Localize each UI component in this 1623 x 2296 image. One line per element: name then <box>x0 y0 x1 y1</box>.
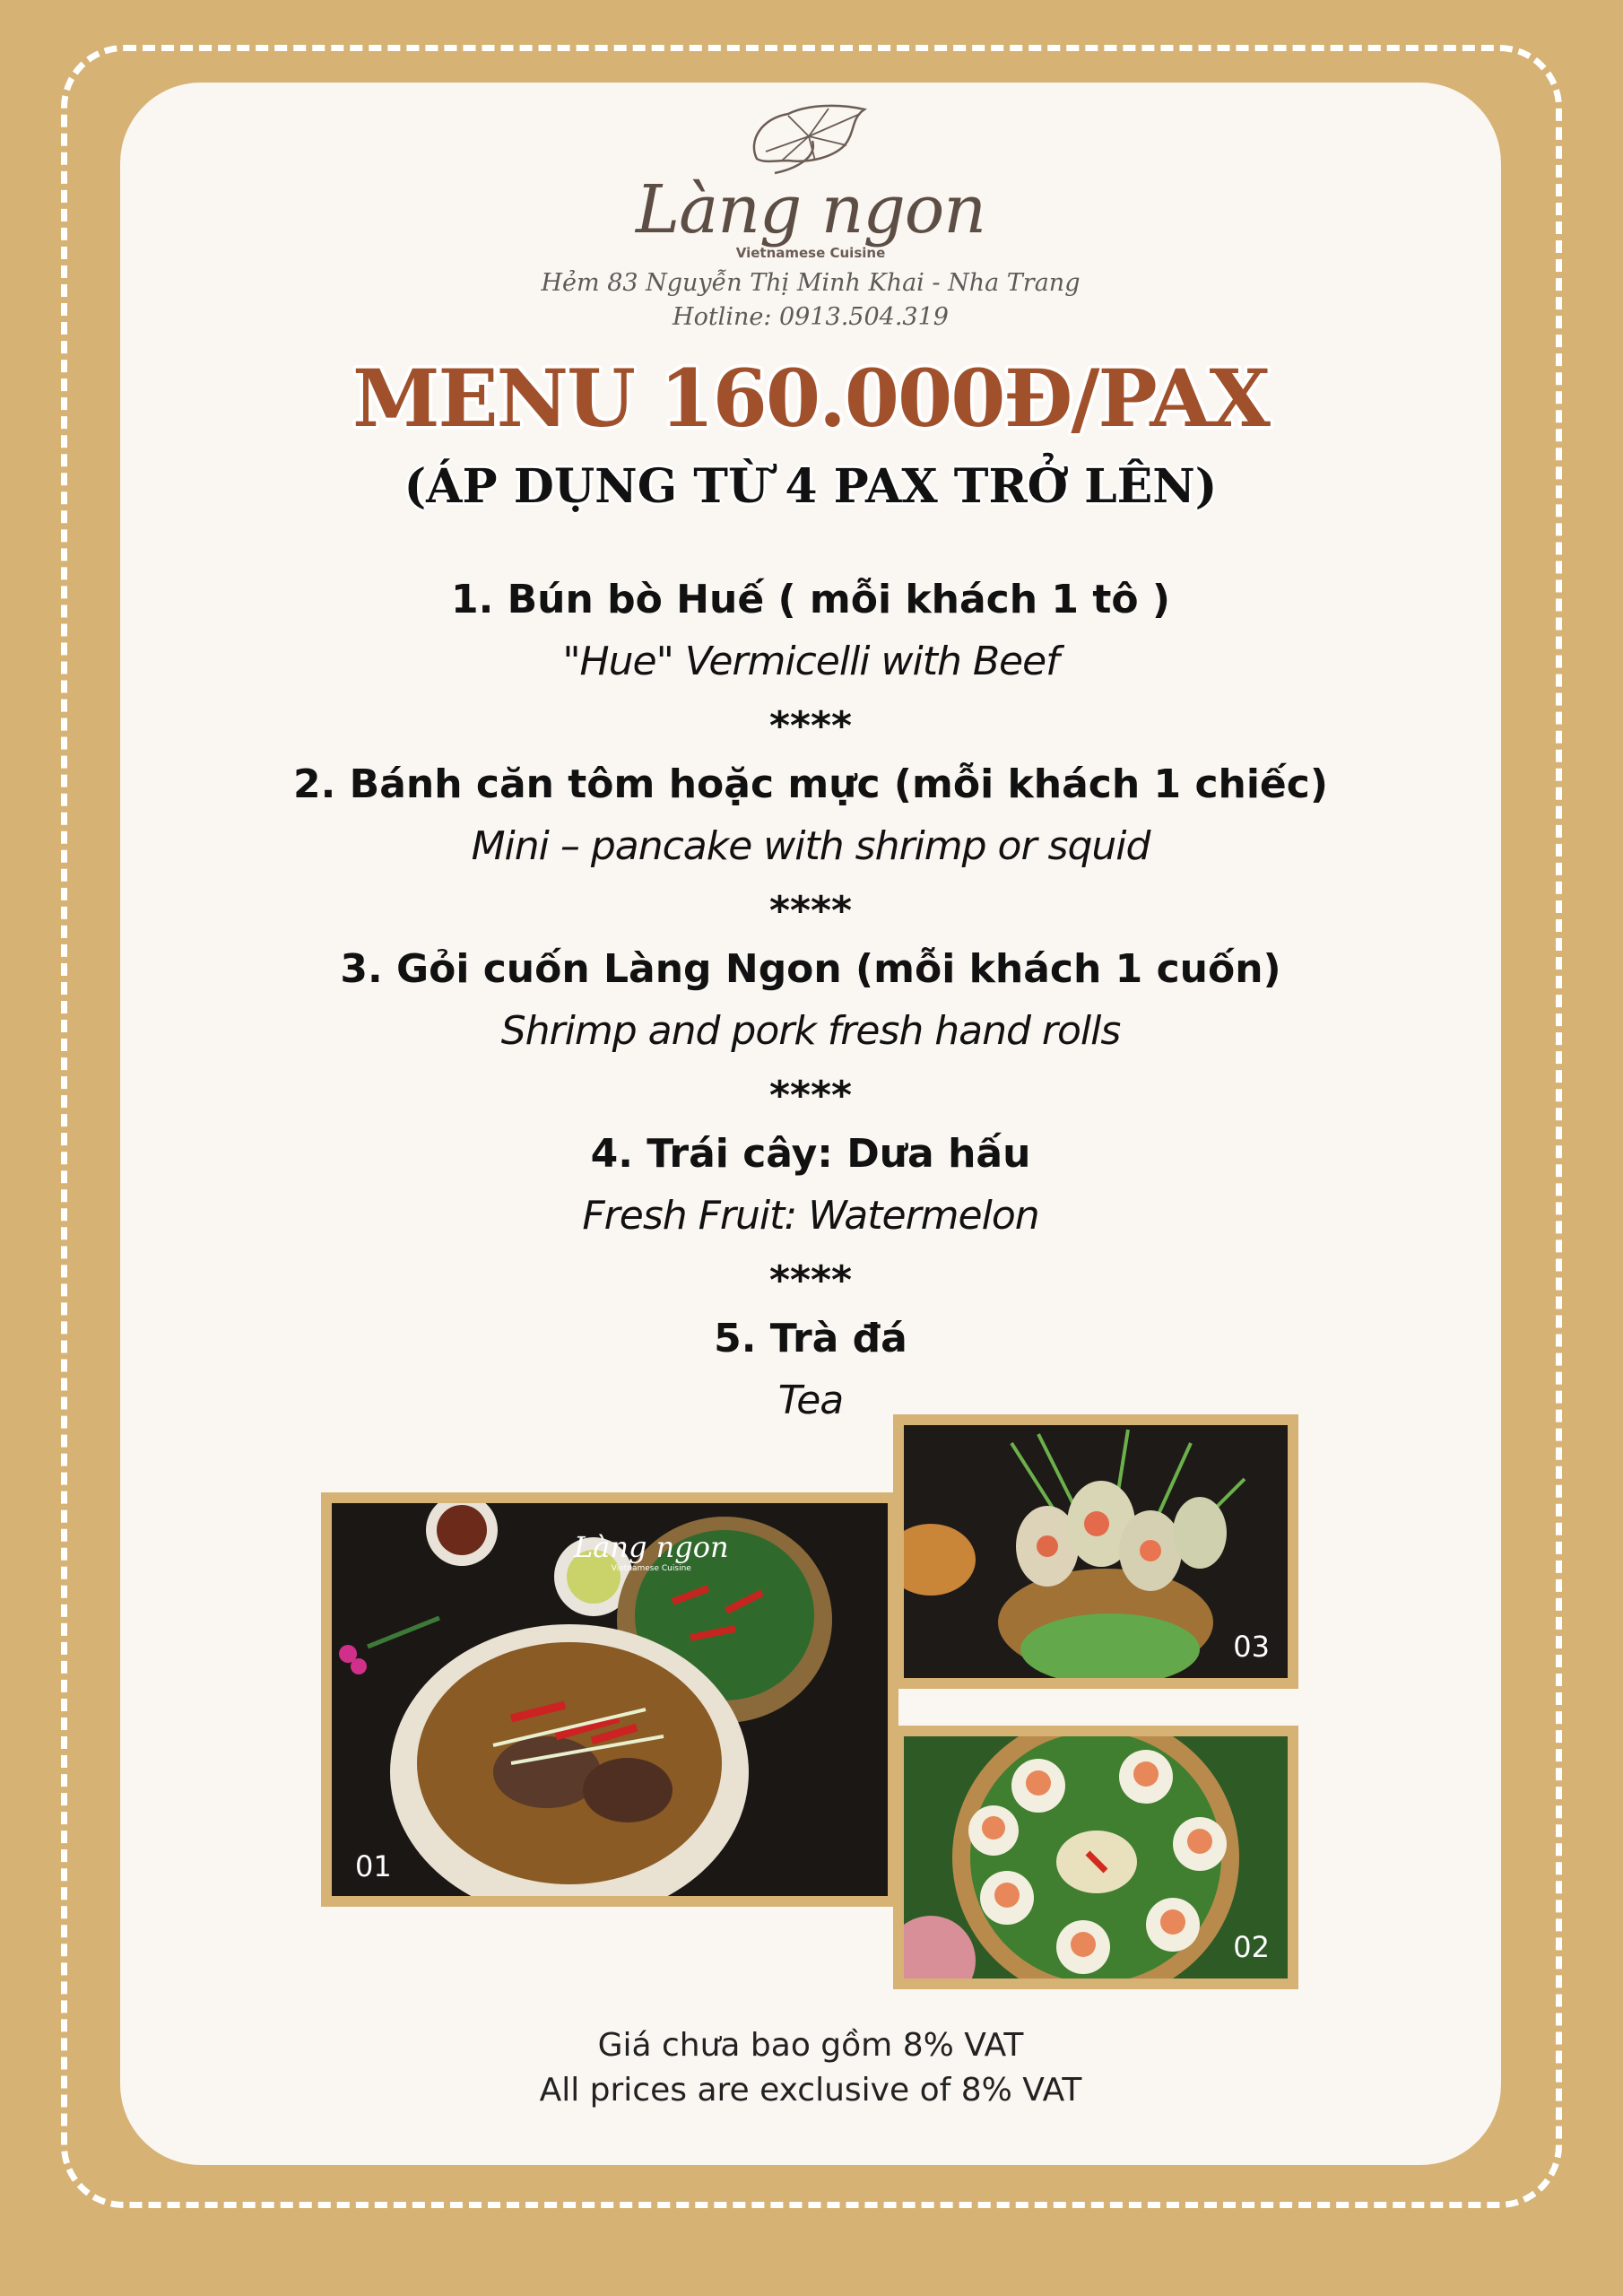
lotus-leaf-icon <box>739 96 882 177</box>
separator: **** <box>768 888 853 934</box>
dish-2-vn: 2. Bánh căn tôm hoặc mực (mỗi khách 1 chiếc) <box>293 761 1328 807</box>
photo-number-02: 02 <box>1233 1930 1270 1964</box>
brand-name: Làng ngon <box>635 171 986 248</box>
vat-note-vn: Giá chưa bao gồm 8% VAT <box>597 2027 1024 2064</box>
dish-4-vn: 4. Trái cây: Dưa hấu <box>590 1131 1031 1177</box>
menu-title: MENU 160.000Đ/PAX <box>352 352 1269 445</box>
photo-watermark <box>574 1530 729 1573</box>
banh-can-image <box>904 1736 1288 1979</box>
hotline: Hotline: 0913.504.319 <box>673 303 949 331</box>
dish-3-vn: 3. Gỏi cuốn Làng Ngon (mỗi khách 1 cuốn) <box>340 946 1281 992</box>
address: Hẻm 83 Nguyễn Thị Minh Khai - Nha Trang <box>541 269 1081 297</box>
goi-cuon-image <box>904 1425 1288 1678</box>
separator: **** <box>768 1257 853 1303</box>
dish-3-en: Shrimp and pork fresh hand rolls <box>500 1008 1121 1054</box>
photo-number-01: 01 <box>355 1849 392 1883</box>
separator: **** <box>768 1073 853 1118</box>
brand-logo <box>120 96 1501 261</box>
photo-banh-can <box>893 1726 1298 1989</box>
vat-note-en: All prices are exclusive of 8% VAT <box>539 2072 1082 2109</box>
dish-2-en: Mini – pancake with shrimp or squid <box>471 823 1150 869</box>
dish-1-en: "Hue" Vermicelli with Beef <box>562 639 1059 684</box>
menu-card <box>120 83 1501 2165</box>
dish-5-vn: 5. Trà đá <box>714 1316 907 1361</box>
watermark-name: Làng ngon <box>574 1530 729 1564</box>
menu-items <box>120 569 1501 1431</box>
watermark-tagline: Vietnamese Cuisine <box>611 1564 691 1573</box>
dish-5-en: Tea <box>777 1378 844 1423</box>
photo-bun-bo-hue <box>321 1492 898 1907</box>
photo-number-03: 03 <box>1233 1630 1270 1664</box>
brand-tagline: Vietnamese Cuisine <box>735 245 886 261</box>
photo-goi-cuon <box>893 1414 1298 1689</box>
dish-4-en: Fresh Fruit: Watermelon <box>582 1193 1039 1239</box>
menu-subtitle: (ÁP DỤNG TỪ 4 PAX TRỞ LÊN) <box>404 459 1218 514</box>
separator: **** <box>768 703 853 749</box>
dish-1-vn: 1. Bún bò Huế ( mỗi khách 1 tô ) <box>450 577 1171 622</box>
